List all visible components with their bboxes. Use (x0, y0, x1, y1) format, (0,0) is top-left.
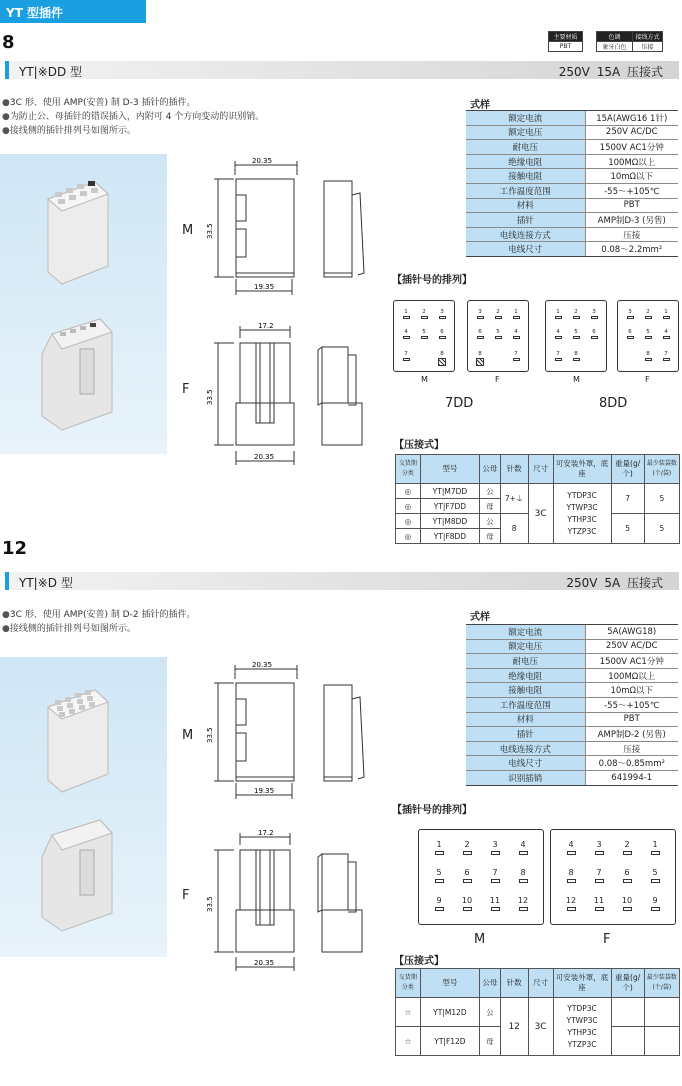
pin-number: 2 (492, 309, 504, 319)
pin-arrangement-title: 【插针号的排列】 (392, 275, 472, 286)
cell-housing: YTDP3C (567, 490, 597, 500)
cell-class: ◎ (396, 499, 421, 514)
cell-mf: 母 (479, 499, 500, 514)
pin-slot-icon (645, 336, 652, 339)
spec-key: 电线尺寸 (466, 242, 585, 257)
spec-key: 绝缘电阻 (466, 154, 585, 169)
pin-label-m: M (474, 932, 486, 947)
pin-number: 3 (588, 309, 600, 319)
pin-slot-icon (573, 358, 580, 361)
pin-slot-icon (623, 851, 632, 855)
pin-slot-icon (491, 851, 500, 855)
pin-number: 9 (431, 896, 447, 911)
section-rating: 250V 5A 压接式 (566, 576, 663, 590)
pin-number: 7 (510, 351, 522, 361)
male-connector-image (48, 181, 108, 284)
spec-value: 641994-1 (585, 770, 678, 785)
cell-housing: YTWP3C (566, 1015, 598, 1025)
technical-drawing (200, 657, 385, 972)
dim-height-male: 33.5 (206, 727, 214, 743)
spec-key: 耐电压 (466, 654, 585, 669)
pin-number: 10 (619, 896, 635, 911)
pin-number: 4 (400, 329, 412, 339)
dim-height-female: 33.5 (206, 389, 214, 405)
pin-number: 8 (436, 351, 448, 366)
spec-value: PBT (585, 198, 678, 213)
spec-key: 识别插销 (466, 770, 585, 785)
pin-number: 4 (552, 329, 564, 339)
pin-slot-icon (513, 336, 520, 339)
pin-slot-icon (495, 316, 502, 319)
cell-weight: 5 (611, 514, 644, 544)
connector-photo (0, 657, 167, 957)
pin-number: 7 (487, 868, 503, 883)
pin-number: 4 (515, 840, 531, 855)
cell-housing: YTHP3C (567, 514, 597, 524)
pin-slot-icon (595, 851, 604, 855)
pin-number: 9 (647, 896, 663, 911)
pin-slot-icon (651, 879, 660, 883)
dim-height-male: 33.5 (206, 223, 214, 239)
spec-key: 工作温度范围 (466, 183, 585, 198)
spec-table (466, 624, 678, 786)
pin-number: 7 (591, 868, 607, 883)
pin-slot-icon (595, 907, 604, 911)
pin-box-12-f (550, 829, 676, 925)
section-title: YT|※D 型 (19, 576, 73, 590)
pin-slot-icon (403, 358, 410, 361)
col-housing: 可安装外罩，底座 (553, 969, 611, 998)
pin-slot-icon (651, 907, 660, 911)
pin-slot-icon (573, 336, 580, 339)
pin-number: 1 (647, 840, 663, 855)
note: 接线侧的插针排列号如图所示。 (9, 624, 136, 634)
spec-key: 插针 (466, 727, 585, 742)
col-pins: 针数 (500, 969, 528, 998)
pin-slot-icon (591, 336, 598, 339)
pin-number: 3 (591, 840, 607, 855)
material-label: 主要材质 (549, 32, 583, 42)
spec-value: -55～+105℃ (585, 183, 678, 198)
spec-key: 额定电压 (466, 125, 585, 140)
spec-value: 10mΩ以下 (585, 169, 678, 184)
note: 3C 形、使用 AMP(安普) 制 D-2 插针的插件。 (9, 610, 196, 620)
dim-width-female-bottom: 20.35 (254, 959, 275, 967)
pin-label-f: F (495, 375, 500, 384)
pin-slot-icon (435, 879, 444, 883)
pin-slot-icon (623, 879, 632, 883)
pin-number: 2 (459, 840, 475, 855)
spec-key: 接触电阻 (466, 169, 585, 184)
col-model: 型号 (420, 969, 479, 998)
spec-key: 绝缘电阻 (466, 668, 585, 683)
cell-class: ☆ (396, 998, 421, 1027)
spec-key: 电线尺寸 (466, 756, 585, 771)
pin-slot-icon (591, 316, 598, 319)
col-housing: 可安装外罩，底座 (553, 455, 611, 484)
spec-value: 0.08～2.2mm² (585, 242, 678, 257)
cell-model: YT|F7DD (420, 499, 479, 514)
pin-slot-icon (627, 316, 634, 319)
spec-value: 压接 (585, 227, 678, 242)
col-model: 型号 (420, 455, 479, 484)
cell-pins: 12 (500, 998, 528, 1056)
col-mf: 公母 (479, 455, 500, 484)
pin-slot-icon (513, 358, 520, 361)
pin-number: 10 (459, 896, 475, 911)
cell-model: YT|F8DD (420, 529, 479, 544)
col-pins: 针数 (500, 455, 528, 484)
pin-number: 5 (570, 329, 582, 339)
spec-value: 1500V AC1分钟 (585, 140, 678, 155)
pin-slot-icon (567, 907, 576, 911)
spec-key: 电线连接方式 (466, 741, 585, 756)
pin-number: 8 (515, 868, 531, 883)
product-photo-area (0, 154, 167, 454)
pin-slot-icon (403, 316, 410, 319)
pin-slot-icon (463, 851, 472, 855)
material-value: PBT (549, 42, 583, 52)
dim-height-female: 33.5 (206, 896, 214, 912)
pin-arrangement-title: 【插针号的排列】 (392, 805, 472, 816)
cell-housing: YTDP3C (567, 1003, 597, 1013)
pin-slot-icon (421, 336, 428, 339)
male-label: M (182, 728, 194, 743)
pin-number: 6 (588, 329, 600, 339)
pin-slot-icon (645, 316, 652, 319)
section-title: YT|※DD 型 (19, 65, 83, 79)
technical-drawing (200, 155, 385, 470)
pin-slot-icon (555, 358, 562, 361)
pin-slot-icon (555, 316, 562, 319)
col-size: 尺寸 (528, 455, 553, 484)
pin-label-m: M (573, 375, 580, 384)
col-qty: 最少装袋数(个/袋) (644, 969, 679, 998)
pin-number: 3 (624, 309, 636, 319)
dim-width-female-top: 17.2 (258, 829, 274, 837)
cell-class: ◎ (396, 484, 421, 499)
pin-number: 2 (570, 309, 582, 319)
pin-number: 12 (563, 896, 579, 911)
dim-width-female-top: 17.2 (258, 322, 274, 330)
section-band (5, 61, 679, 79)
cell-class: ◎ (396, 514, 421, 529)
pin-box-7dd-m (393, 300, 455, 372)
pin-number: 2 (418, 309, 430, 319)
spec-value: 15A(AWG16 1针) (585, 111, 678, 126)
cell-size: 3C (528, 484, 553, 544)
section-number: 8 (2, 32, 15, 53)
spec-title: 式样 (470, 100, 490, 111)
connection-label: 接线方式 (633, 32, 663, 42)
spec-key: 额定电流 (466, 625, 585, 640)
dim-width-bottom: 19.35 (254, 283, 275, 291)
connection-value: 压接 (633, 42, 663, 52)
cell-size: 3C (528, 998, 553, 1056)
pin-slot-icon (438, 358, 446, 366)
pin-number: 4 (660, 329, 672, 339)
pin-number: 7 (660, 351, 672, 361)
pin-number: 2 (619, 840, 635, 855)
category-header: YT 型插件 (0, 0, 146, 23)
pin-number: 5 (642, 329, 654, 339)
spec-key: 材料 (466, 712, 585, 727)
note: 为防止公、母插针的错误插入，内附可 4 个方向变动的识别销。 (9, 112, 265, 122)
product-table (395, 968, 680, 1056)
pin-box-7dd-f (467, 300, 529, 372)
col-weight: 重量(g/个) (611, 969, 644, 998)
color-label: 色调 (597, 32, 633, 42)
product-photo-area (0, 657, 167, 957)
col-qty: 最少装袋数(个/袋) (644, 455, 679, 484)
dim-width-bottom: 19.35 (254, 787, 275, 795)
cell-mf: 公 (479, 484, 500, 499)
cell-model: YT|M7DD (420, 484, 479, 499)
spec-value: AMP制D-3 (另售) (585, 213, 678, 228)
pin-slot-icon (403, 336, 410, 339)
col-class: 交货期分类 (396, 455, 421, 484)
male-label: M (182, 223, 194, 238)
pin-slot-icon (477, 316, 484, 319)
pin-number: 5 (492, 329, 504, 339)
cell-pins: 8 (500, 514, 528, 544)
cell-class: ☆ (396, 1027, 421, 1056)
pin-slot-icon (439, 316, 446, 319)
pin-slot-icon (645, 358, 652, 361)
pin-number: 3 (487, 840, 503, 855)
spec-value: 0.08～0.85mm² (585, 756, 678, 771)
pin-slot-icon (439, 336, 446, 339)
pin-slot-icon (421, 316, 428, 319)
pin-slot-icon (519, 907, 528, 911)
pin-number: 8 (642, 351, 654, 361)
pin-number: 5 (431, 868, 447, 883)
dim-width-top: 20.35 (252, 661, 273, 669)
pin-slot-icon (519, 879, 528, 883)
pin-slot-icon (477, 336, 484, 339)
note: 接线侧的插针排列号如图所示。 (9, 126, 136, 136)
pin-number: 5 (418, 329, 430, 339)
spec-key: 工作温度范围 (466, 697, 585, 712)
cell-model: YT|M8DD (420, 514, 479, 529)
spec-key: 额定电流 (466, 111, 585, 126)
pin-number: 6 (624, 329, 636, 339)
col-class: 交货期分类 (396, 969, 421, 998)
pin-number: 1 (400, 309, 412, 319)
spec-key: 接触电阻 (466, 683, 585, 698)
spec-value: -55～+105℃ (585, 697, 678, 712)
notes: ●3C 形、使用 AMP(安普) 制 D-3 插针的插件。 ●为防止公、母插针的错误插入，内附可 4 个方向变动的识别销。 ●接线侧的插针排列号如图所示。 (2, 98, 265, 136)
male-connector-image (48, 690, 108, 792)
notes: ●3C 形、使用 AMP(安普) 制 D-2 插针的插件。 ●接线侧的插针排列号如图所示。 (2, 610, 196, 634)
pin-number: 7 (400, 351, 412, 361)
cell-weight: 7 (611, 484, 644, 514)
pin-slot-icon (555, 336, 562, 339)
pin-number: 8 (563, 868, 579, 883)
pin-slot-icon (519, 851, 528, 855)
spec-value: AMP制D-2 (另售) (585, 727, 678, 742)
spec-value: 100MΩ以上 (585, 154, 678, 169)
section-band (5, 572, 679, 590)
female-connector-image (42, 319, 112, 430)
pin-number: 6 (459, 868, 475, 883)
female-label: F (182, 382, 190, 397)
cell-model: YT|F12D (420, 1027, 479, 1056)
connector-photo (0, 154, 167, 454)
female-connector-image (42, 820, 112, 931)
spec-key: 耐电压 (466, 140, 585, 155)
col-size: 尺寸 (528, 969, 553, 998)
pin-number: 11 (487, 896, 503, 911)
section-number: 12 (2, 538, 28, 559)
pin-slot-icon (623, 907, 632, 911)
pin-number: 4 (510, 329, 522, 339)
pin-slot-icon (567, 851, 576, 855)
group-label-7dd: 7DD (445, 396, 474, 411)
col-weight: 重量(g/个) (611, 455, 644, 484)
pin-number: 3 (474, 309, 486, 319)
spec-title: 式样 (470, 612, 490, 623)
pin-number: 1 (431, 840, 447, 855)
cell-mf: 母 (479, 1027, 500, 1056)
col-mf: 公母 (479, 969, 500, 998)
cell-model: YT|M12D (420, 998, 479, 1027)
pin-slot-icon (663, 336, 670, 339)
cell-mf: 公 (479, 998, 500, 1027)
dim-width-top: 20.35 (252, 157, 273, 165)
pin-slot-icon (663, 316, 670, 319)
pin-slot-icon (476, 358, 484, 366)
pin-number: 7 (552, 351, 564, 361)
color-value: 象牙白色 (597, 42, 633, 52)
spec-key: 额定电压 (466, 639, 585, 654)
pin-slot-icon (463, 907, 472, 911)
cell-housing: YTHP3C (567, 1027, 597, 1037)
pin-slot-icon (513, 316, 520, 319)
pin-label-m: M (421, 375, 428, 384)
spec-key: 电线连接方式 (466, 227, 585, 242)
pin-box-8dd-m (545, 300, 607, 372)
pin-slot-icon (491, 879, 500, 883)
pin-slot-icon (663, 358, 670, 361)
pin-number: 12 (515, 896, 531, 911)
pin-number: 8 (474, 351, 486, 366)
pin-number: 6 (619, 868, 635, 883)
dim-width-female-bottom: 20.35 (254, 453, 275, 461)
material-box (548, 31, 663, 52)
press-type-title: 【压接式】 (394, 956, 444, 967)
cell-pins: 7+⏚ (500, 484, 528, 514)
pin-slot-icon (627, 336, 634, 339)
pin-number: 11 (591, 896, 607, 911)
cell-class: ◎ (396, 529, 421, 544)
pin-number: 6 (474, 329, 486, 339)
female-label: F (182, 888, 190, 903)
pin-slot-icon (495, 336, 502, 339)
pin-slot-icon (435, 851, 444, 855)
cell-housing: YTZP3C (567, 526, 597, 536)
cell-housing: YTWP3C (566, 502, 598, 512)
product-table (395, 454, 680, 544)
spec-value: PBT (585, 712, 678, 727)
pin-slot-icon (491, 907, 500, 911)
pin-number: 1 (660, 309, 672, 319)
pin-number: 4 (563, 840, 579, 855)
cell-qty: 5 (644, 514, 679, 544)
pin-slot-icon (435, 907, 444, 911)
pin-slot-icon (595, 879, 604, 883)
spec-value: 压接 (585, 741, 678, 756)
pin-number: 8 (570, 351, 582, 361)
spec-table (466, 110, 678, 257)
pin-box-8dd-f (617, 300, 679, 372)
spec-key: 插针 (466, 213, 585, 228)
spec-value: 250V AC/DC (585, 639, 678, 654)
cell-mf: 母 (479, 529, 500, 544)
spec-value: 250V AC/DC (585, 125, 678, 140)
pin-box-12-m (418, 829, 544, 925)
spec-value: 100MΩ以上 (585, 668, 678, 683)
note: 3C 形、使用 AMP(安普) 制 D-3 插针的插件。 (9, 98, 196, 108)
spec-value: 1500V AC1分钟 (585, 654, 678, 669)
pin-slot-icon (573, 316, 580, 319)
pin-slot-icon (463, 879, 472, 883)
pin-number: 1 (552, 309, 564, 319)
press-type-title: 【压接式】 (394, 440, 444, 451)
spec-value: 5A(AWG18) (585, 625, 678, 640)
cell-housing: YTZP3C (567, 1039, 597, 1049)
pin-number: 6 (436, 329, 448, 339)
section-rating: 250V 15A 压接式 (558, 65, 663, 79)
pin-number: 5 (647, 868, 663, 883)
pin-number: 3 (436, 309, 448, 319)
spec-value: 10mΩ以下 (585, 683, 678, 698)
pin-label-f: F (603, 932, 611, 947)
pin-slot-icon (651, 851, 660, 855)
pin-number: 2 (642, 309, 654, 319)
cell-qty: 5 (644, 484, 679, 514)
spec-key: 材料 (466, 198, 585, 213)
pin-label-f: F (645, 375, 650, 384)
pin-slot-icon (567, 879, 576, 883)
pin-number: 1 (510, 309, 522, 319)
cell-mf: 公 (479, 514, 500, 529)
group-label-8dd: 8DD (599, 396, 628, 411)
